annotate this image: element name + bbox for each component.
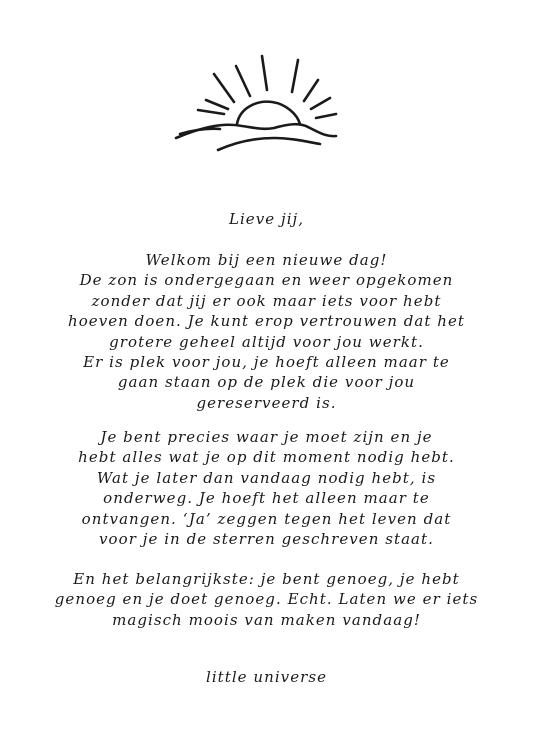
text-line: gereserveerd is. (196, 393, 337, 412)
text-line: Er is plek voor jou, je hoeft alleen maar te (83, 353, 450, 372)
text-line: grotere geheel altijd voor jou werkt. (109, 332, 424, 351)
signature: little universe (205, 668, 328, 686)
text-line: genoeg en je doet genoeg. Echt. Laten we er iets (54, 590, 479, 609)
text-line: Wat je later dan vandaag nodig hebt, is (96, 468, 437, 487)
text-line: hebt alles wat je op dit moment nodig hebt. (78, 448, 455, 467)
text-line: De zon is ondergegaan en weer opgekomen (79, 271, 454, 290)
text-line: onderweg. Je hoeft het alleen maar te (103, 489, 430, 508)
paragraph-welcome (0, 250, 533, 413)
paragraph-precies (0, 427, 533, 549)
paragraph-genoeg (0, 569, 533, 630)
text-line: hoeven doen. Je kunt erop vertrouwen dat het (67, 312, 466, 331)
text-line: zonder dat jij er ook maar iets voor hebt (91, 291, 442, 310)
text-line: magisch moois van maken vandaag! (112, 610, 421, 629)
text-line: ontvangen. ‘Ja’ zeggen tegen het leven dat (81, 509, 452, 528)
text-line: En het belangrijkste: je bent genoeg, je hebt (73, 570, 460, 588)
text-line: gaan staan op de plek die voor jou (117, 373, 416, 392)
text-line: Je bent precies waar je moet zijn en je (100, 428, 433, 446)
text-line: Welkom bij een nieuwe dag! (145, 251, 388, 269)
text-line: voor je in de sterren geschreven staat. (99, 530, 434, 549)
rising-sun-icon (170, 52, 366, 156)
greeting: Lieve jij, (228, 210, 305, 228)
